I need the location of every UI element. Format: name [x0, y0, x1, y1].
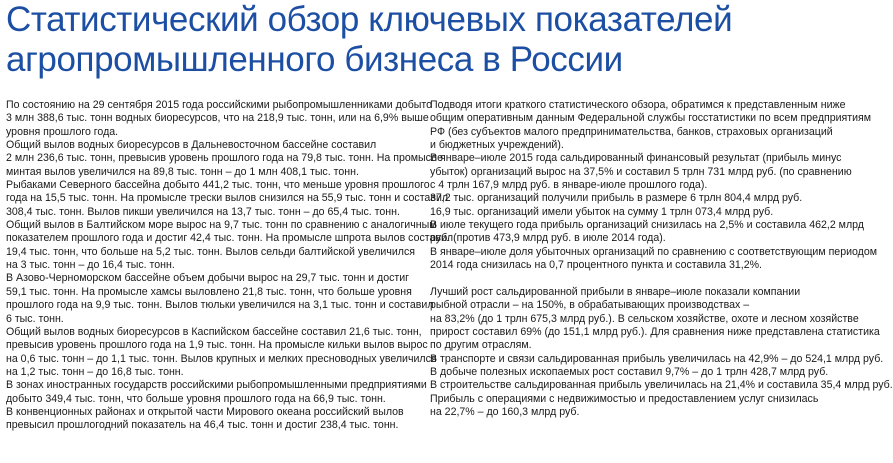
left-text-line: Общий вылов в Балтийском море вырос на 9,7 тыс. тонн по сравнению с аналогичным — [6, 219, 437, 232]
right-text-line: РФ (без субъектов малого предпринимательства, банков, страховых организаций — [430, 125, 833, 138]
right-text-line: убыток) организаций вырос на 37,5% и составил 5 трлн 731 млрд руб. (по сравнению — [430, 165, 852, 178]
right-text-line: В январе–июле 2015 года сальдированный финансовый результат (прибыль минус — [430, 152, 842, 165]
left-text-line: В зонах иностранных государств российскими рыбопромышленными предприятиями — [6, 379, 427, 392]
right-text-line: руб. (против 473,9 млрд руб. в июле 2014 года). — [430, 232, 666, 245]
right-text-line: прирост составил 69% (до 151,1 млрд руб.). Для сравнения ниже представлена статистика — [430, 325, 880, 338]
left-text-column — [6, 99, 454, 433]
right-text-line: В транспорте и связи сальдированная прибыль увеличилась на 42,9% – до 524,1 млрд руб. — [430, 352, 884, 365]
left-text-line: превысил прошлогодний показатель на 46,4 тыс. тонн и достиг 238,4 тыс. тонн. — [6, 419, 399, 432]
right-text-line: рыбной отрасли – на 150%, в обрабатывающих производствах – — [430, 299, 750, 312]
left-text-line: 308,4 тыс. тонн. Вылов пикши увеличился на 13,7 тыс. тонн – до 65,4 тыс. тонн. — [6, 205, 400, 218]
left-text-line: прошлого года на 9,9 тыс. тонн. Вылов тюльки увеличился на 3,1 тыс. тонн и составил — [6, 299, 434, 312]
right-text-line: В добыче полезных ископаемых рост составил 9,7% – до 1 трлн 428,7 млрд руб. — [430, 365, 829, 378]
right-text-line: с 4 трлн 167,9 млрд руб. в январе-июле прошлого года). — [430, 179, 708, 192]
left-text-line: на 0,6 тыс. тонн – до 1,1 тыс. тонн. Вылов крупных и мелких пресноводных увеличился — [6, 352, 437, 365]
left-text-line: добыто 349,4 тыс. тонн, что больше уровня прошлого года на 66,9 тыс. тонн. — [6, 392, 386, 405]
left-text-line: Рыбаками Северного бассейна добыто 441,2 тыс. тонн, что меньше уровня прошлого — [6, 179, 430, 192]
right-text-line: В январе–июле доля убыточных организаций по сравнению с соответствующим периодом — [430, 245, 878, 258]
right-text-line: В июле текущего года прибыль организаций снизилась на 2,5% и составила 462,2 млрд — [430, 219, 864, 232]
title-line-1: Статистический обзор ключевых показателей — [6, 0, 733, 39]
left-text-line: В конвенционных районах и открытой части Мирового океана российский вылов — [6, 405, 404, 418]
left-text-line: Общий вылов водных биоресурсов в Дальневосточном бассейне составил — [6, 139, 377, 152]
right-text-line: на 22,7% – до 160,3 млрд руб. — [430, 405, 580, 418]
left-text-line: Общий вылов водных биоресурсов в Каспийском бассейне составил 21,6 тыс. тонн, — [6, 325, 422, 338]
left-text-line: уровня прошлого года. — [6, 125, 119, 138]
left-text-line: 3 млн 388,6 тыс. тонн водных биоресурсов, что на 218,9 тыс. тонн, или на 6,9% выше — [6, 112, 429, 125]
right-text-line: Прибыль с операциями с недвижимостью и предоставлением услуг снизилась — [430, 392, 819, 405]
right-text-line: на 83,2% (до 1 трлн 675,3 млрд руб.). В сельском хозяйстве, охоте и лесном хозяйстве — [430, 312, 859, 325]
page-title — [6, 0, 826, 80]
left-text-line: года на 15,5 тыс. тонн. На промысле трески вылов снизился на 55,9 тыс. тонн и составил — [6, 192, 449, 205]
left-text-line: 6 тыс. тонн. — [6, 312, 64, 325]
right-text-line: 37,2 тыс. организаций получили прибыль в размере 6 трлн 804,4 млрд руб. — [430, 192, 803, 205]
left-text-line: 19,4 тыс. тонн, что больше на 5,2 тыс. тонн. Вылов сельди балтийской увеличился — [6, 245, 415, 258]
title-line-2: агропромышленного бизнеса в России — [6, 40, 623, 79]
left-text-line: на 3 тыс. тонн – до 16,4 тыс. тонн. — [6, 259, 175, 272]
right-text-line: общим оперативным данным Федеральной службы госстатистики по всем предприятиям — [430, 112, 872, 125]
left-text-line: 59,1 тыс. тонн. На промысле хамсы выловлено 21,8 тыс. тонн, что больше уровня — [6, 285, 412, 298]
left-text-line: По состоянию на 29 сентября 2015 года российскими рыбопромышленниками добыто — [6, 99, 433, 111]
right-text-line: и бюджетных учреждений). — [430, 139, 564, 152]
right-text-line: Подводя итоги краткого статистического обзора, обратимся к представленным ниже — [430, 99, 846, 111]
left-text-line: показателем прошлого года и достиг 42,4 тыс. тонн. На промысле шпрота вылов составил — [6, 232, 454, 245]
right-text-line: 16,9 тыс. организаций имели убыток на сумму 1 трлн 073,4 млрд руб. — [430, 205, 774, 218]
right-text-line: 2014 года снизилась на 0,7 процентного пункта и составила 31,2%. — [430, 259, 762, 272]
left-text-line: 2 млн 236,6 тыс. тонн, превысив уровень прошлого года на 79,8 тыс. тонн. На промысле — [6, 152, 443, 165]
right-text-line: Лучший рост сальдированной прибыли в январе–июле показали компании — [430, 285, 801, 298]
left-text-line: минтая вылов увеличился на 89,8 тыс. тонн – до 1 млн 408,1 тыс. тонн. — [6, 165, 359, 178]
right-text-line: В строительстве сальдированная прибыль увеличилась на 21,4% и составила 35,4 млрд руб. — [430, 379, 893, 392]
right-text-line: по другим отраслям. — [430, 339, 532, 352]
right-text-line — [430, 272, 836, 285]
left-text-line: на 1,2 тыс. тонн – до 16,8 тыс. тонн. — [6, 365, 184, 378]
left-text-line: В Азово-Черноморском бассейне объем добычи вырос на 29,7 тыс. тонн и достиг — [6, 272, 410, 285]
left-text-line: превысив уровень прошлого года на 1,9 тыс. тонн. На промысле кильки вылов вырос — [6, 339, 428, 352]
right-text-column — [430, 99, 893, 419]
